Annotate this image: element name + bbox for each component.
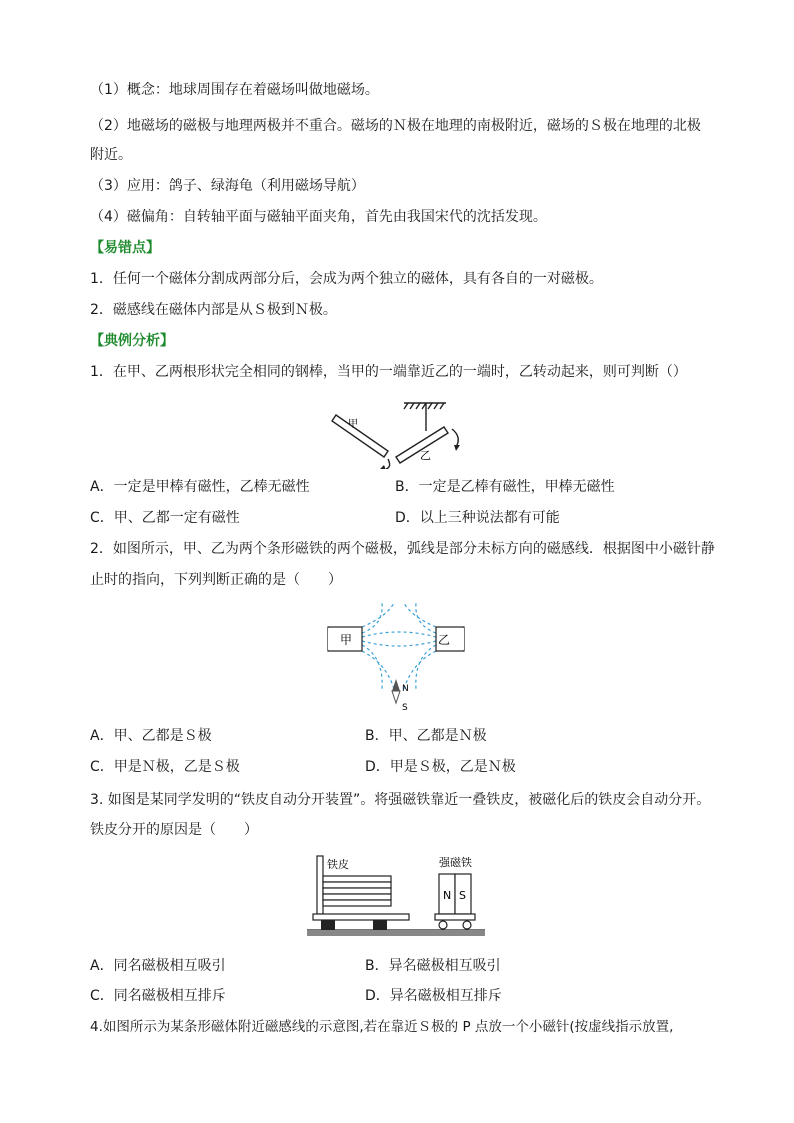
- iron-sheet-2: [323, 882, 391, 888]
- iron-sheet-5: [323, 900, 391, 906]
- q2-text-1: 2．如图所示，甲、乙为两个条形磁铁的两个磁极，弧线是部分未标方向的磁感线．根据图中小磁针静: [90, 541, 715, 557]
- label-yi: 乙: [420, 449, 431, 462]
- error-2: 2．磁感线在磁体内部是从Ｓ极到Ｎ极。: [90, 302, 337, 318]
- q1-option-a[interactable]: A．一定是甲棒有磁性，乙棒无磁性: [90, 479, 310, 495]
- q3-text-2: 铁皮分开的原因是（ ）: [90, 822, 258, 838]
- q3-option-a[interactable]: A．同名磁极相互吸引: [90, 958, 226, 974]
- point-4: （4）磁偏角：自转轴平面与磁轴平面夹角，首先由我国宋代的沈括发现。: [90, 209, 547, 225]
- q2-option-d[interactable]: D．甲是Ｓ极，乙是Ｎ极: [365, 759, 516, 775]
- q2-option-b[interactable]: B．甲、乙都是Ｎ极: [365, 728, 487, 744]
- q3-figure: [305, 852, 487, 938]
- ground: [307, 930, 485, 936]
- compass-needle-s: [392, 691, 400, 703]
- label-jia: 甲: [340, 633, 353, 647]
- q3-option-c[interactable]: C．同名磁极相互排斥: [90, 988, 226, 1004]
- field-lines: [362, 603, 436, 689]
- cart-wheel-1: [321, 920, 335, 930]
- section-examples-heading: 【典例分析】: [90, 333, 174, 349]
- q1-option-b[interactable]: B．一定是乙棒有磁性，甲棒无磁性: [395, 479, 615, 495]
- bar-jia: [332, 415, 388, 457]
- compass-needle-n: [392, 679, 400, 691]
- label-s: S: [402, 703, 408, 713]
- magnet-cart-wheel-2: [463, 921, 471, 929]
- rotation-arrow: [452, 429, 458, 447]
- q2-option-a[interactable]: A．甲、乙都是Ｓ极: [90, 728, 212, 744]
- q4-text: 4.如图所示为某条形磁体附近磁感线的示意图,若在靠近Ｓ极的 P 点放一个小磁针(按虚线指示放置,: [90, 1019, 674, 1035]
- iron-sheet-4: [323, 894, 391, 900]
- point-1: （1）概念：地球周围存在着磁场叫做地磁场。: [90, 82, 379, 98]
- label-strong-magnet: 强磁铁: [439, 856, 472, 869]
- section-errors-heading: 【易错点】: [90, 240, 160, 256]
- label-n: N: [402, 684, 409, 694]
- label-jia: 甲: [348, 419, 358, 430]
- label-s: S: [459, 889, 466, 902]
- label-n: N: [443, 889, 452, 902]
- q1-option-c[interactable]: C．甲、乙都一定有磁性: [90, 510, 240, 526]
- cart-post: [317, 856, 323, 914]
- cart-base: [313, 914, 409, 920]
- q3-text-1: 3. 如图是某同学发明的“铁皮自动分开装置”。将强磁铁靠近一叠铁皮，被磁化后的铁皮会自动分开。: [90, 792, 711, 808]
- magnet-cart-base: [435, 914, 475, 920]
- label-yi: 乙: [438, 633, 451, 647]
- q3-option-d[interactable]: D．异名磁极相互排斥: [365, 988, 502, 1004]
- q2-option-c[interactable]: C．甲是Ｎ极，乙是Ｓ极: [90, 759, 240, 775]
- q1-figure: [326, 393, 476, 469]
- q2-text-2: 止时的指向，下列判断正确的是（ ）: [90, 572, 342, 588]
- point-3: （3）应用：鸽子、绿海龟（利用磁场导航）: [90, 178, 365, 194]
- cart-wheel-2: [373, 920, 387, 930]
- q2-figure: [326, 603, 466, 715]
- iron-sheet-3: [323, 888, 391, 894]
- label-iron-sheet: 铁皮: [327, 858, 349, 871]
- iron-sheet-1: [323, 876, 391, 882]
- error-1: 1．任何一个磁体分割成两部分后，会成为两个独立的磁体，具有各自的一对磁极。: [90, 271, 603, 287]
- q3-option-b[interactable]: B．异名磁极相互吸引: [365, 958, 501, 974]
- magnet-cart-wheel-1: [439, 921, 447, 929]
- point-2: （2）地磁场的磁极与地理两极并不重合。磁场的Ｎ极在地理的南极附近，磁场的Ｓ极在地理的北极: [90, 118, 701, 134]
- point-2-cont: 附近。: [90, 147, 132, 163]
- q1-text: 1．在甲、乙两根形状完全相同的钢棒，当甲的一端靠近乙的一端时，乙转动起来，则可判断（）: [90, 364, 687, 380]
- q1-option-d[interactable]: D．以上三种说法都有可能: [395, 510, 560, 526]
